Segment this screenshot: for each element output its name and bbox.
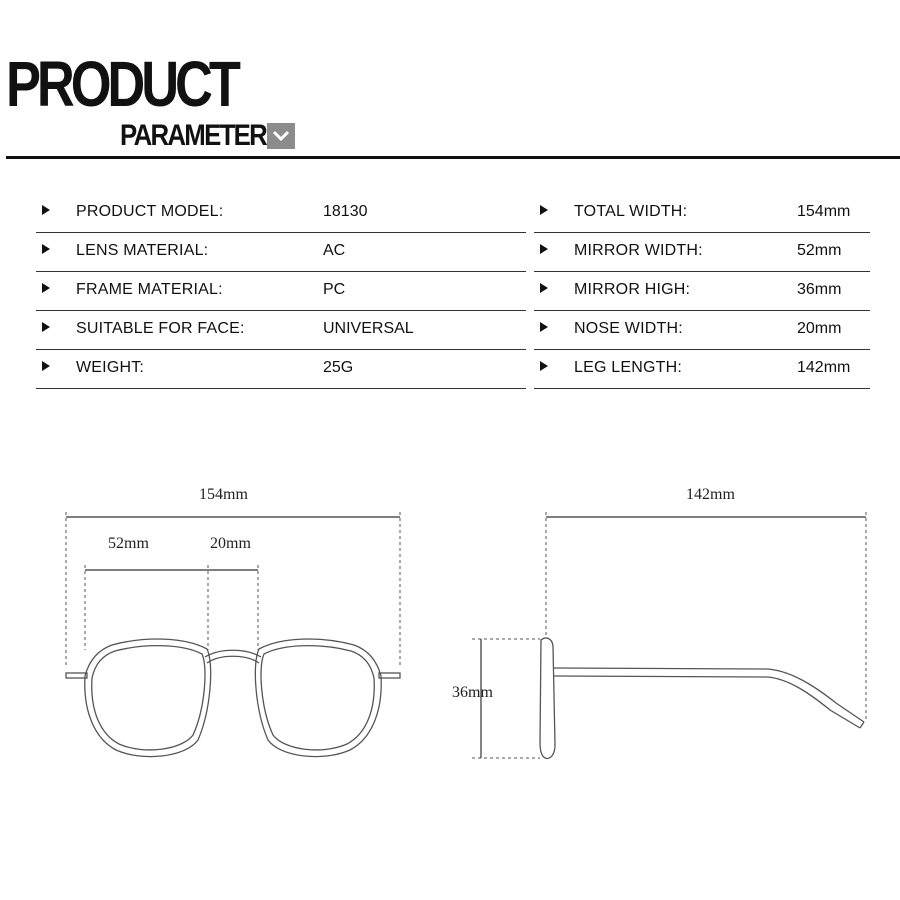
left-lens-inner (92, 646, 205, 750)
right-lens-inner (261, 646, 374, 750)
side-frame (540, 638, 555, 758)
spec-label: LEG LENGTH: (574, 359, 683, 376)
spec-value: 18130 (323, 203, 368, 220)
dim-label-lens-width: 52mm (108, 535, 149, 552)
spec-label: MIRROR HIGH: (574, 281, 691, 298)
temple-arm-lower (554, 676, 860, 728)
right-hinge (379, 673, 400, 678)
spec-label: NOSE WIDTH: (574, 320, 683, 337)
spec-value: 52mm (797, 242, 842, 259)
spec-value: 154mm (797, 203, 851, 220)
temple-tip (860, 722, 864, 728)
title-product: PRODUCT (6, 48, 237, 120)
left-hinge (66, 673, 87, 678)
dim-label-leg-length: 142mm (686, 486, 735, 503)
spec-value: 36mm (797, 281, 842, 298)
glasses-front-view (66, 639, 400, 757)
dim-label-nose-width: 20mm (210, 535, 251, 552)
spec-value: UNIVERSAL (323, 320, 414, 337)
title-parameter: PARAMETER (120, 119, 267, 152)
bridge-lower (207, 656, 259, 663)
glasses-side-view (540, 638, 864, 758)
spec-value: 25G (323, 359, 354, 376)
spec-label: FRAME MATERIAL: (76, 281, 223, 298)
spec-label: MIRROR WIDTH: (574, 242, 703, 259)
spec-value: 142mm (797, 359, 851, 376)
spec-value: PC (323, 281, 346, 298)
dim-label-total-width: 154mm (199, 486, 248, 503)
spec-label: TOTAL WIDTH: (574, 203, 688, 220)
dim-label-lens-height: 36mm (452, 684, 493, 701)
spec-label: SUITABLE FOR FACE: (76, 320, 245, 337)
spec-value: 20mm (797, 320, 842, 337)
spec-label: LENS MATERIAL: (76, 242, 209, 259)
spec-label: WEIGHT: (76, 359, 145, 376)
spec-value: AC (323, 242, 346, 259)
spec-label: PRODUCT MODEL: (76, 203, 224, 220)
